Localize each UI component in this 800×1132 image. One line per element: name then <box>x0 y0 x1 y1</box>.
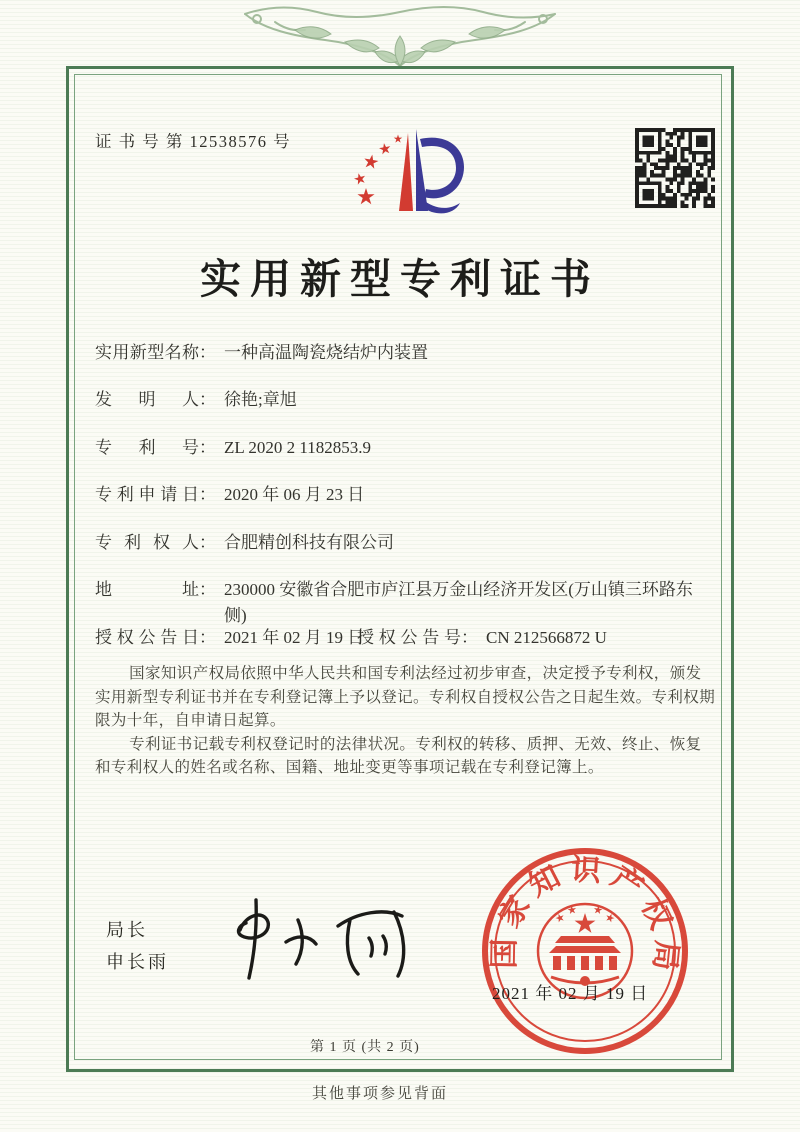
field-colon: ： <box>199 438 216 457</box>
signer-name: 申长雨 <box>106 952 169 972</box>
grant-number-label: 授权公告号 <box>357 628 461 647</box>
page-title: 实用新型专利证书 <box>200 256 600 302</box>
cnipa-logo-icon <box>350 122 470 219</box>
field-row <box>95 340 706 366</box>
field-value: ZL 2020 2 1182853.9 <box>224 438 372 457</box>
field-label: 地址 <box>95 580 199 599</box>
field-value: 合肥精创科技有限公司 <box>224 533 394 552</box>
director-handwritten-signature-icon <box>212 890 424 986</box>
field-row <box>95 435 706 461</box>
qr-code <box>635 128 715 208</box>
grant-date-value: 2021 年 02 月 19 日 <box>224 628 365 647</box>
field-colon: ： <box>199 343 216 362</box>
seal-date: 2021 年 02 月 19 日 <box>492 984 649 1003</box>
field-value: 230000 安徽省合肥市庐江县万金山经济开发区(万山镇三环路东侧) <box>224 580 693 625</box>
signer-title: 局长 <box>106 920 148 940</box>
field-colon: ： <box>199 485 216 504</box>
seal-text: 国家知识产权局 <box>488 853 684 981</box>
grant-row <box>95 625 717 651</box>
field-value: 一种高温陶瓷烧结炉内装置 <box>224 343 428 362</box>
legal-text-block <box>95 662 717 780</box>
field-colon: ： <box>199 580 216 599</box>
field-value: 徐艳;章旭 <box>224 390 297 409</box>
field-row <box>95 530 706 556</box>
field-row <box>95 482 706 508</box>
field-row <box>95 577 706 629</box>
grant-number-group <box>357 625 607 651</box>
legal-paragraph-1: 国家知识产权局依照中华人民共和国专利法经过初步审查，决定授予专利权，颁发实用新型专利证书并在专利登记簿上予以登记。专利权自授权公告之日起生效。专利权期限为十年，自申请日起算。 <box>95 665 716 729</box>
field-colon: ： <box>199 390 216 409</box>
back-side-note: 其他事项参见背面 <box>312 1086 449 1102</box>
field-colon: ： <box>199 533 216 552</box>
field-row <box>95 387 706 413</box>
field-label: 专利权人 <box>95 533 199 552</box>
field-value: 2020 年 06 月 23 日 <box>224 485 365 504</box>
certificate-number: 证 书 号 第 12538576 号 <box>95 132 292 151</box>
field-label: 专利申请日 <box>95 485 199 504</box>
page-number: 第 1 页 (共 2 页) <box>310 1040 420 1055</box>
field-label: 实用新型名称 <box>95 343 199 362</box>
legal-paragraph-2: 专利证书记载专利权登记时的法律状况。专利权的转移、质押、无效、终止、恢复和专利权人的姓名或名称、国籍、地址变更等事项记载在专利登记簿上。 <box>95 735 702 776</box>
grant-number-value: CN 212566872 U <box>486 628 607 647</box>
field-label: 专利号 <box>95 438 199 457</box>
grant-date-label: 授权公告日 <box>95 628 199 647</box>
cnipa-official-seal <box>477 843 693 1059</box>
field-label: 发明人 <box>95 390 199 409</box>
field-colon: ： <box>461 628 478 647</box>
field-colon: ： <box>199 628 216 647</box>
